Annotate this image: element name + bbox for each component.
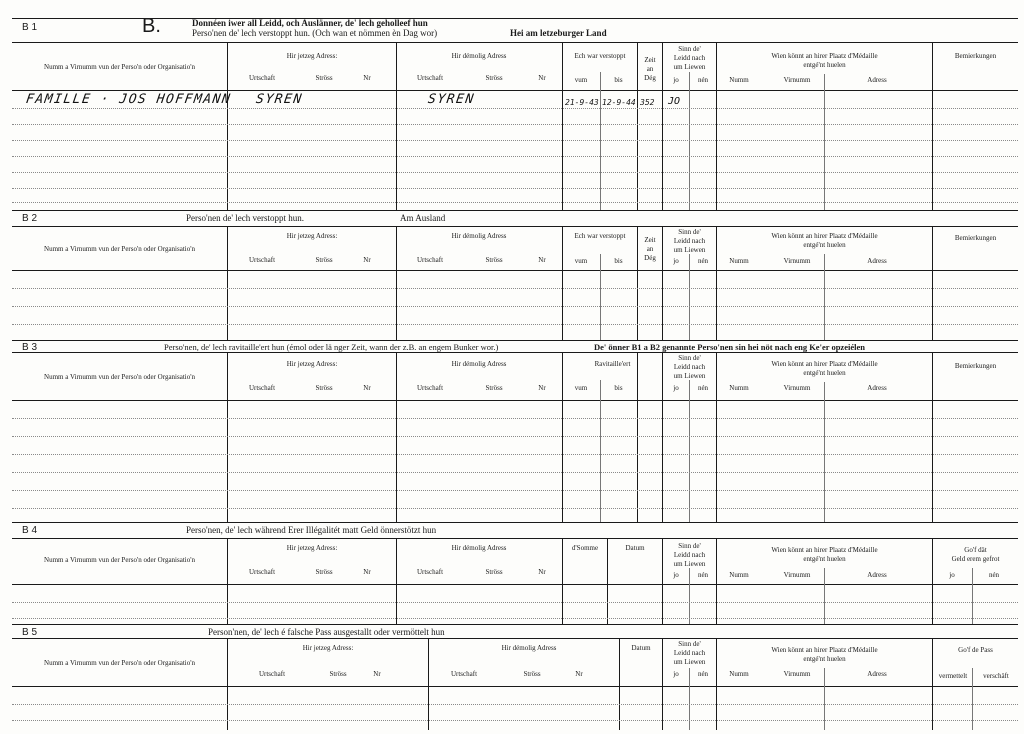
row-line	[12, 618, 1018, 619]
col-days-b: an	[646, 65, 654, 73]
col-divider	[396, 226, 397, 340]
section-b2	[12, 210, 1018, 340]
entry-days: 352	[640, 98, 655, 107]
form-title-line1: Donnéen iwer all Leidd, och Auslänner, de' lech geholleef hun	[192, 18, 428, 28]
col-no: nén	[697, 571, 709, 579]
col-suffered-a: Sinn de'	[678, 228, 701, 236]
col-former-address: Hir démolig Adress	[451, 360, 507, 368]
col-divider	[662, 538, 663, 624]
col-medal-address: Adress	[867, 76, 887, 84]
form-letter: B.	[142, 15, 161, 37]
row-line	[12, 720, 1018, 721]
section-b5	[12, 624, 1018, 730]
col-nr: Nr	[363, 74, 371, 82]
col-divider	[932, 638, 933, 730]
col-divider	[662, 42, 663, 210]
col-to: bis	[614, 76, 623, 84]
col-town: Urtschaft	[248, 568, 276, 576]
col-medal-address: Adress	[867, 384, 887, 392]
row-line	[12, 202, 1018, 203]
col-supplied: Ravitaille'ert	[594, 360, 631, 368]
row-line	[12, 472, 1018, 473]
entry-from: 21-9-43	[565, 98, 599, 107]
col-divider	[227, 538, 228, 624]
col-suffered-b: Leidd nach	[673, 54, 706, 62]
col-current-address: Hir jetzeg Adress:	[302, 644, 354, 652]
section-b3	[12, 340, 1018, 522]
col-name: Numm a Virnumm vun der Perso'n oder Organisatio'n	[44, 659, 195, 667]
col-issued: vermettelt	[938, 672, 968, 680]
col-street: Ströss	[485, 74, 503, 82]
col-divider	[932, 42, 933, 210]
col-suffered-c: um Liewen	[673, 372, 706, 380]
col-divider	[396, 538, 397, 624]
col-suffered-c: um Liewen	[673, 560, 706, 568]
col-days-a: Zeit	[644, 236, 656, 244]
col-medal-address: Adress	[867, 670, 887, 678]
col-current-address: Hir jetzeg Adress:	[286, 360, 338, 368]
col-nr: Nr	[363, 568, 371, 576]
col-from: vum	[574, 257, 588, 265]
col-yes: jo	[949, 571, 955, 579]
col-medal: Wien könnt an hirer Plaatz d'Médaille	[771, 546, 878, 554]
section-top-rule	[12, 18, 1018, 19]
header-bottom-rule	[12, 90, 1018, 91]
header-bottom-rule	[12, 686, 1018, 687]
col-no: nén	[697, 76, 709, 84]
col-medal-b: entgé'nt huelen	[803, 61, 846, 69]
col-town: Urtschaft	[416, 568, 444, 576]
section-top-rule	[12, 340, 1018, 341]
col-sum: d'Somme	[571, 544, 599, 552]
col-medal-b: entgé'nt huelen	[803, 555, 846, 563]
row-line	[12, 306, 1018, 307]
row-line	[12, 124, 1018, 125]
sub-divider	[824, 568, 825, 624]
col-divider	[932, 226, 933, 340]
col-divider	[716, 352, 717, 522]
col-refund-b: Geld erem gefrot	[951, 555, 1000, 563]
col-procured: verschäft	[983, 672, 1009, 680]
sub-divider	[600, 380, 601, 522]
col-date: Datum	[625, 544, 645, 552]
sub-divider	[600, 254, 601, 340]
col-street: Ströss	[315, 568, 333, 576]
col-divider	[562, 42, 563, 210]
col-remarks: Bemierkungen	[954, 52, 997, 60]
col-divider	[619, 638, 620, 730]
col-street: Ströss	[315, 256, 333, 264]
col-medal-b: entgé'nt huelen	[803, 655, 846, 663]
col-remarks: Bemierkungen	[954, 234, 997, 242]
section-title: Perso'nen de' lech verstoppt hun.	[186, 213, 304, 223]
col-town: Urtschaft	[416, 256, 444, 264]
col-suffered-a: Sinn de'	[678, 354, 701, 362]
col-no: nén	[697, 257, 709, 265]
col-to: bis	[614, 384, 623, 392]
col-divider	[227, 226, 228, 340]
col-street: Ströss	[485, 384, 503, 392]
sub-divider	[600, 72, 601, 210]
col-name: Numm a Virnumm vun der Perso'n oder Organisatio'n	[44, 373, 195, 381]
form-title-line2: Perso'nen de' lech verstoppt hun. (Och wan et nömmen èn Dag wor)	[192, 28, 438, 38]
sub-divider	[689, 568, 690, 624]
col-street: Ströss	[315, 74, 333, 82]
col-nr: Nr	[575, 670, 583, 678]
col-yes: jo	[673, 670, 679, 678]
row-line	[12, 188, 1018, 189]
section-b1	[12, 14, 1018, 210]
col-divider	[932, 352, 933, 522]
col-suffered-c: um Liewen	[673, 658, 706, 666]
row-line	[12, 602, 1018, 603]
col-no: nén	[697, 670, 709, 678]
col-yes: jo	[673, 571, 679, 579]
header-rule	[12, 42, 1018, 43]
col-divider	[607, 538, 608, 624]
col-medal-b: entgé'nt huelen	[803, 369, 846, 377]
col-town: Urtschaft	[416, 384, 444, 392]
col-medal-name: Numm	[729, 257, 749, 265]
header-rule	[12, 638, 1018, 639]
col-divider	[562, 352, 563, 522]
section-top-rule	[12, 624, 1018, 625]
col-to: bis	[614, 257, 623, 265]
col-suffered-b: Leidd nach	[673, 363, 706, 371]
col-divider	[396, 352, 397, 522]
col-divider	[637, 42, 638, 210]
col-street: Ströss	[485, 568, 503, 576]
col-divider	[662, 226, 663, 340]
col-divider	[716, 42, 717, 210]
entry-name: FAMILLE · JOS HOFFMANN	[24, 92, 233, 107]
section-code: B 2	[22, 213, 38, 224]
col-divider	[227, 42, 228, 210]
header-rule	[12, 538, 1018, 539]
col-divider	[716, 226, 717, 340]
col-divider	[716, 638, 717, 730]
col-medal-first: Virnumm	[783, 76, 811, 84]
col-divider	[662, 638, 663, 730]
section-title: Perso'nen, de' lech während Erer Illégalitét matt Geld önnerstötzt hun	[186, 525, 437, 535]
col-nr: Nr	[363, 256, 371, 264]
col-divider	[637, 226, 638, 340]
section-title: Perso'nen, de' lech ravitaille'ert hun (émol oder lä nger Zeit, wann der z.B. an engem Bunker wor.)	[164, 342, 499, 352]
col-medal-address: Adress	[867, 571, 887, 579]
col-former-address: Hir démolig Adress	[451, 232, 507, 240]
col-from: vum	[574, 384, 588, 392]
row-line	[12, 418, 1018, 419]
header-bottom-rule	[12, 400, 1018, 401]
col-medal-first: Virnumm	[783, 257, 811, 265]
sub-divider	[689, 380, 690, 522]
section-title: Person'nen, de' lech é falsche Pass ausgestallt oder vermöttelt hun	[208, 627, 445, 637]
col-medal-address: Adress	[867, 257, 887, 265]
col-days-c: Dég	[644, 74, 656, 82]
col-town: Urtschaft	[258, 670, 286, 678]
col-nr: Nr	[538, 568, 546, 576]
col-suffered-a: Sinn de'	[678, 45, 701, 53]
col-medal-name: Numm	[729, 384, 749, 392]
col-yes: jo	[673, 384, 679, 392]
header-rule	[12, 352, 1018, 353]
col-days-a: Zeit	[644, 56, 656, 64]
col-nr: Nr	[538, 256, 546, 264]
col-medal-first: Virnumm	[783, 571, 811, 579]
col-medal: Wien könnt an hirer Plaatz d'Médaille	[771, 232, 878, 240]
col-divider	[396, 42, 397, 210]
col-street: Ströss	[485, 256, 503, 264]
row-line	[12, 508, 1018, 509]
col-pass: Go'f de Pass	[958, 646, 993, 654]
col-divider	[227, 352, 228, 522]
col-medal-b: entgé'nt huelen	[803, 241, 846, 249]
entry-current-town: SYREN	[254, 92, 304, 107]
form-page	[12, 14, 1018, 730]
col-medal-first: Virnumm	[783, 384, 811, 392]
col-date: Datum	[631, 644, 651, 652]
sub-divider	[824, 254, 825, 340]
col-former-address: Hir démolig Adress	[501, 644, 557, 652]
col-town: Urtschaft	[450, 670, 478, 678]
row-line	[12, 704, 1018, 705]
col-suffered-c: um Liewen	[673, 63, 706, 71]
col-town: Urtschaft	[248, 256, 276, 264]
col-name: Numm a Virnumm vun der Perso'n oder Organisatio'n	[44, 63, 195, 71]
col-town: Urtschaft	[416, 74, 444, 82]
section-code: B 3	[22, 342, 38, 353]
row-line	[12, 436, 1018, 437]
entry-alive: JO	[668, 96, 681, 107]
row-line	[12, 454, 1018, 455]
col-suffered-a: Sinn de'	[678, 640, 701, 648]
col-medal: Wien könnt an hirer Plaatz d'Médaille	[771, 360, 878, 368]
col-divider	[716, 538, 717, 624]
row-line	[12, 172, 1018, 173]
col-former-address: Hir démolig Adress	[451, 52, 507, 60]
entry-to: 12-9-44	[602, 98, 636, 107]
section-title-2: De' önner B1 a B2 genannte Perso'nen sin hei nöt nach eng Ke'er opzeiélen	[594, 342, 865, 352]
col-medal: Wien könnt an hirer Plaatz d'Médaille	[771, 646, 878, 654]
col-hidden: Ech war verstoppt	[574, 232, 626, 240]
col-street: Ströss	[329, 670, 347, 678]
section-top-rule	[12, 522, 1018, 523]
col-days-b: an	[646, 245, 654, 253]
col-suffered-a: Sinn de'	[678, 542, 701, 550]
col-suffered-b: Leidd nach	[673, 237, 706, 245]
col-suffered-b: Leidd nach	[673, 649, 706, 657]
col-nr: Nr	[363, 384, 371, 392]
col-nr: Nr	[373, 670, 381, 678]
section-b4	[12, 522, 1018, 624]
section-code: B 5	[22, 627, 38, 638]
row-line	[12, 288, 1018, 289]
row-line	[12, 140, 1018, 141]
header-rule	[12, 226, 1018, 227]
col-no: nén	[697, 384, 709, 392]
col-medal-name: Numm	[729, 670, 749, 678]
col-nr: Nr	[538, 384, 546, 392]
col-divider	[637, 352, 638, 522]
col-town: Urtschaft	[248, 384, 276, 392]
col-name: Numm a Virnumm vun der Perso'n oder Organisatio'n	[44, 556, 195, 564]
col-hidden: Ech war verstoppt	[574, 52, 626, 60]
form-title-land: Hei am letzeburger Land	[510, 28, 607, 38]
section-code: B 4	[22, 525, 38, 536]
col-divider	[662, 352, 663, 522]
sub-divider	[689, 72, 690, 210]
sub-divider	[689, 254, 690, 340]
sub-divider	[824, 382, 825, 522]
col-current-address: Hir jetzeg Adress:	[286, 544, 338, 552]
sub-divider	[824, 74, 825, 210]
col-street: Ströss	[315, 384, 333, 392]
col-refund-a: Go'f dät	[964, 546, 987, 554]
col-nr: Nr	[538, 74, 546, 82]
col-divider	[562, 538, 563, 624]
section-title-2: Am Ausland	[400, 213, 446, 223]
col-no: nén	[988, 571, 1000, 579]
col-town: Urtschaft	[248, 74, 276, 82]
col-medal-name: Numm	[729, 571, 749, 579]
row-line	[12, 490, 1018, 491]
row-line	[12, 156, 1018, 157]
col-yes: jo	[673, 76, 679, 84]
col-from: vum	[574, 76, 588, 84]
row-line	[12, 108, 1018, 109]
col-divider	[932, 538, 933, 624]
sub-divider	[972, 568, 973, 624]
col-current-address: Hir jetzeg Adress:	[286, 52, 338, 60]
col-divider	[428, 638, 429, 730]
col-street: Ströss	[523, 670, 541, 678]
row-line	[12, 324, 1018, 325]
col-divider	[562, 226, 563, 340]
col-name: Numm a Virnumm vun der Perso'n oder Organisatio'n	[44, 245, 195, 253]
col-medal: Wien könnt an hirer Plaatz d'Médaille	[771, 52, 878, 60]
col-medal-name: Numm	[729, 76, 749, 84]
col-yes: jo	[673, 257, 679, 265]
col-suffered-b: Leidd nach	[673, 551, 706, 559]
col-suffered-c: um Liewen	[673, 246, 706, 254]
col-remarks: Bemierkungen	[954, 362, 997, 370]
header-bottom-rule	[12, 584, 1018, 585]
section-code: B 1	[22, 22, 38, 33]
header-bottom-rule	[12, 270, 1018, 271]
col-current-address: Hir jetzeg Adress:	[286, 232, 338, 240]
col-divider	[227, 638, 228, 730]
col-former-address: Hir démolig Adress	[451, 544, 507, 552]
col-medal-first: Virnumm	[783, 670, 811, 678]
entry-former-town: SYREN	[426, 92, 476, 107]
section-top-rule	[12, 210, 1018, 211]
col-days-c: Dég	[644, 254, 656, 262]
